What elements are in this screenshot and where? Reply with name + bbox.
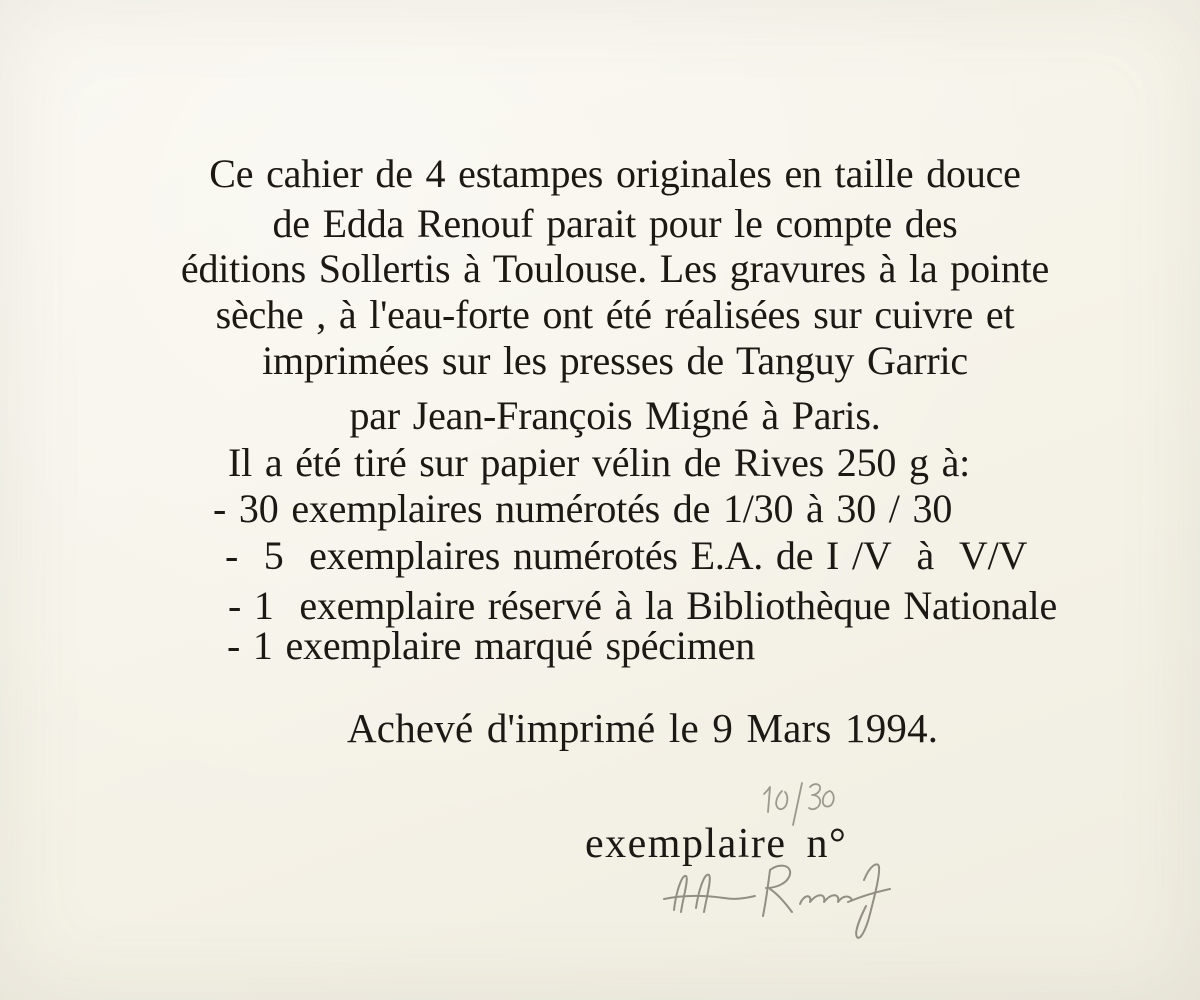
colophon-line: Il a été tiré sur papier vélin de Rives 250 g à: xyxy=(228,440,971,485)
edition-list-item: - 5 exemplaires numérotés E.A. de I /V à V/V xyxy=(225,533,1028,578)
print-date-line: Achevé d'imprimé le 9 Mars 1994. xyxy=(347,705,939,751)
colophon-line: éditions Sollertis à Toulouse. Les gravures à la pointe xyxy=(180,246,1050,291)
edition-list-item: - 30 exemplaires numérotés de 1/30 à 30 / 30 xyxy=(213,486,953,531)
exemplaire-label: exemplaire n° xyxy=(585,821,848,867)
edition-list-item: - 1 exemplaire réservé à la Bibliothèque Nationale xyxy=(228,583,1058,628)
colophon-line: Ce cahier de 4 estampes originales en taille douce xyxy=(209,151,1021,196)
edition-list-item: - 1 exemplaire marqué spécimen xyxy=(227,623,755,668)
handwritten-edition-number xyxy=(752,778,847,830)
colophon-line: de Edda Renouf parait pour le compte des xyxy=(272,201,958,246)
colophon-line: par Jean-François Migné à Paris. xyxy=(349,393,881,438)
colophon-line: imprimées sur les presses de Tanguy Garric xyxy=(262,338,968,383)
artist-signature xyxy=(652,846,897,948)
colophon-line: sèche , à l'eau-forte ont été réalisées sur cuivre et xyxy=(215,292,1015,337)
